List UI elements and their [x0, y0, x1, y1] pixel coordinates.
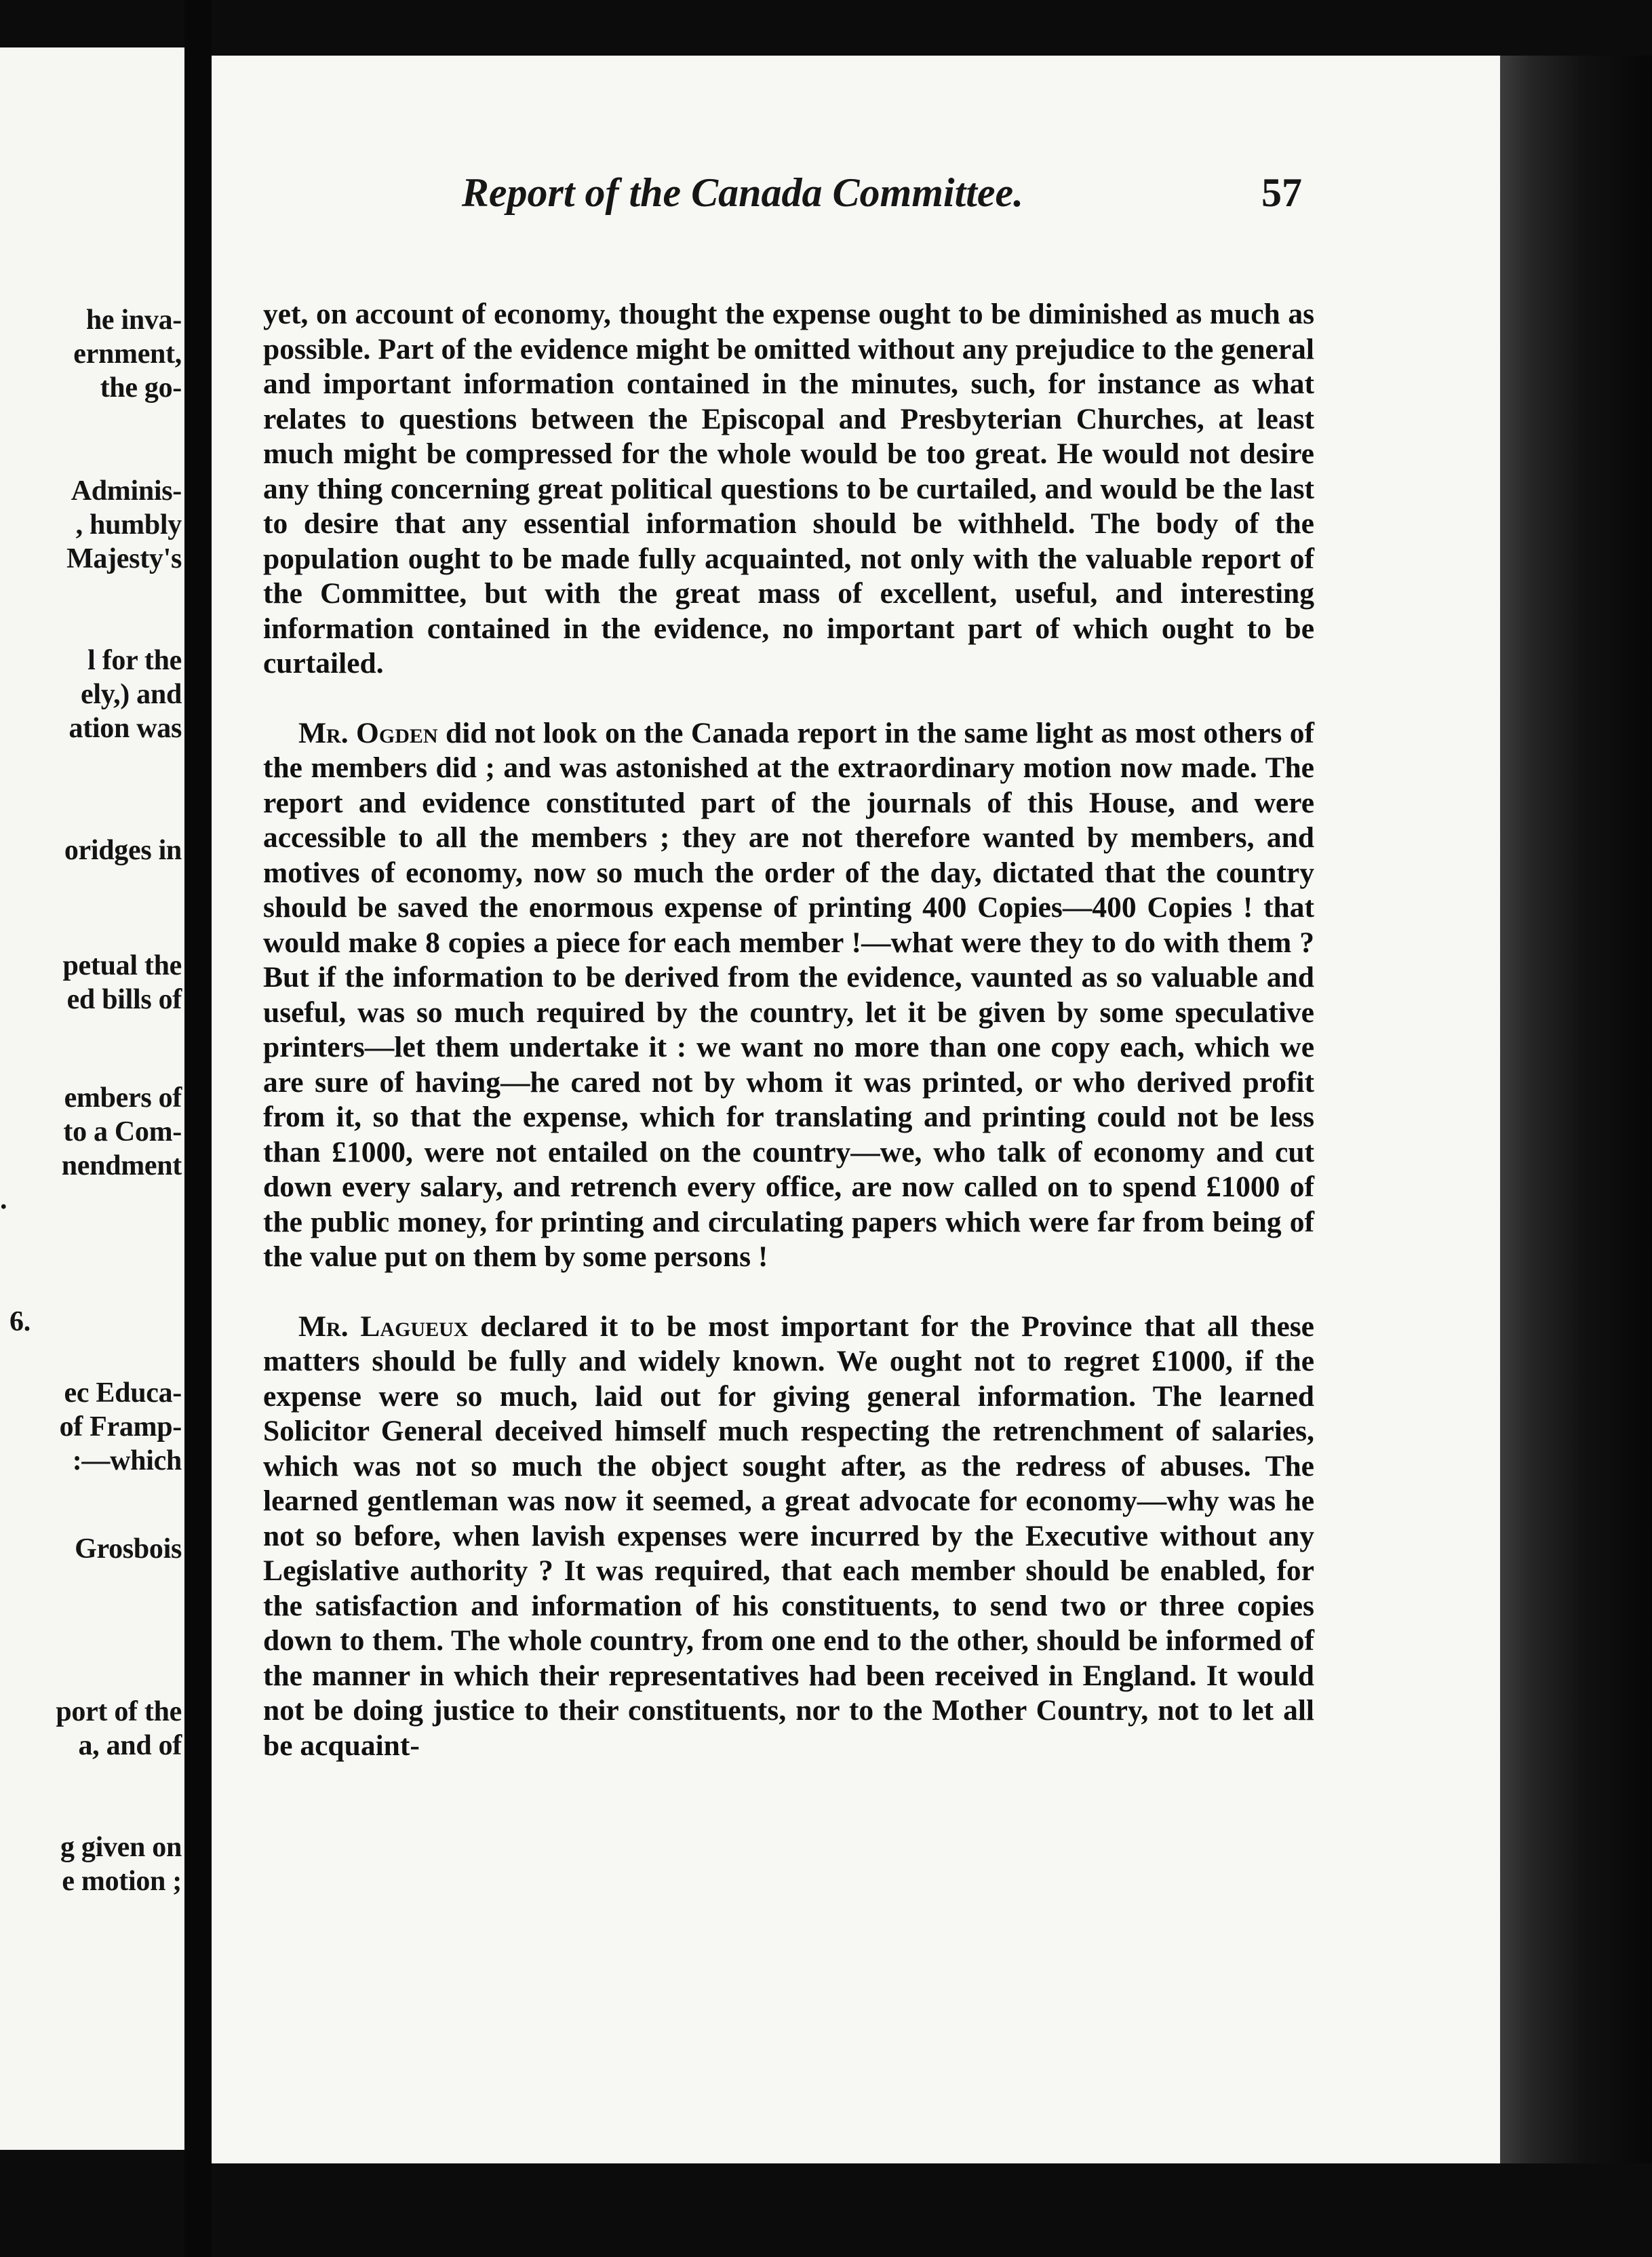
speaker-name: Mr. Ogden	[298, 716, 438, 749]
left-page-fragment: , humbly	[75, 509, 182, 541]
speaker-name: Mr. Lagueux	[298, 1310, 469, 1343]
left-page-fragment: Adminis-	[71, 475, 182, 507]
paragraph-text: yet, on account of economy, thought the expense ought to be diminished as much as possible. Part of the evidence might be omitted without any prejudice to the general and important information contained in the minutes, such, for instance as what relates to questions between the Episcopal and Presbyterian Churches, at least much might be compressed for the whole would be too great. He would not desire any thing concerning great political questions to be curtailed, and would be the last to desire that any essential information should be withheld. The body of the population ought to be made fully acquainted, not only with the valuable report of the Committee, but with the great mass of excellent, useful, and interesting information contained in the evidence, no important part of which ought to be curtailed.	[263, 298, 1314, 680]
paragraph-text: declared it to be most important for the Province that all these matters should be fully and widely known. We ought not to regret £1000, if the expense were so much, laid out for giving general information. The learned Solicitor General deceived himself much respecting the retrenchment of salaries, which was not so much the object sought after, as the redress of abuses. The learned gentleman was now it seemed, a great advocate for economy—why was he not so before, when lavish expenses were incurred by the Executive without any Legislative authority ? It was required, that each member should be enabled, for the satisfaction and information of his constituents, to send two or three copies down to them. The whole country, from one end to the other, should be informed of the manner in which their representatives had been received in England. It would not be doing justice to their constituents, nor to the Mother Country, not to let all be acquaint-	[263, 1310, 1314, 1762]
main-text	[263, 297, 1314, 1763]
left-page-fragment: g given on	[60, 1832, 182, 1863]
page-number: 57	[1261, 170, 1302, 215]
page-edge-shadow	[1500, 56, 1652, 2163]
left-page-fragment: 6.	[9, 1306, 31, 1337]
left-page-fragment: nendment	[61, 1150, 182, 1181]
left-page	[0, 47, 184, 2150]
left-page-fragment: :—which	[72, 1445, 182, 1476]
left-page-fragment: embers of	[64, 1082, 182, 1114]
left-page-fragment: Grosbois	[75, 1533, 182, 1565]
left-page-fragment: e motion ;	[62, 1866, 182, 1897]
left-page-fragment: petual the	[62, 950, 182, 981]
left-page-fragment: oridges in	[64, 835, 182, 866]
left-page-fragment: ernment,	[73, 338, 182, 370]
left-page-fragment: to a Com-	[63, 1116, 182, 1147]
left-page-fragment: the go-	[100, 372, 182, 404]
left-page-fragment: Majesty's	[66, 543, 182, 574]
left-page-fragment: ed bills of	[66, 984, 182, 1015]
left-page-fragment: ation was	[68, 713, 182, 744]
paragraph-text: did not look on the Canada report in the same light as most others of the members did ; and was astonished at the extraordinary motion now made. The report and evidence constituted part of the journals of this House, and were accessible to all the members ; they are not therefore wanted by members, and motives of economy, now so much the order of the day, dictated that the country should be saved the enormous expense of printing 400 Copies—400 Copies ! that would make 8 copies a piece for each member !—what were they to do with them ? But if the information to be derived from the evidence, vaunted as so valuable and useful, was so much required by the country, let it be given by some speculative printers—let them undertake it : we want no more than one copy each, which we are sure of having—he cared not by whom it was printed, or who derived profit from it, so that the expense, which for translating and printing could not be less than £1000, were not entailed on the country—we, who talk of economy and cut down every salary, and retrench every office, are now called on to spend £1000 of the public money, for printing and circulating papers which were far from being of the value put on them by some persons !	[263, 716, 1315, 1273]
left-page-fragment: ely,) and	[81, 679, 182, 710]
book-gutter	[184, 0, 212, 2257]
paragraph	[263, 716, 1314, 1275]
left-page-fragment: .	[0, 1184, 7, 1215]
left-page-fragment: a, and of	[78, 1730, 182, 1761]
left-page-fragment: l for the	[87, 645, 182, 676]
running-header-title: Report of the Canada Committee.	[461, 170, 1024, 215]
paragraph	[263, 1310, 1314, 1764]
left-page-fragment: port of the	[56, 1696, 182, 1727]
left-page-fragment: of Framp-	[59, 1411, 182, 1442]
paragraph	[263, 297, 1314, 682]
left-page-fragment: ec Educa-	[64, 1377, 182, 1409]
left-page-fragment: he inva-	[85, 305, 182, 336]
